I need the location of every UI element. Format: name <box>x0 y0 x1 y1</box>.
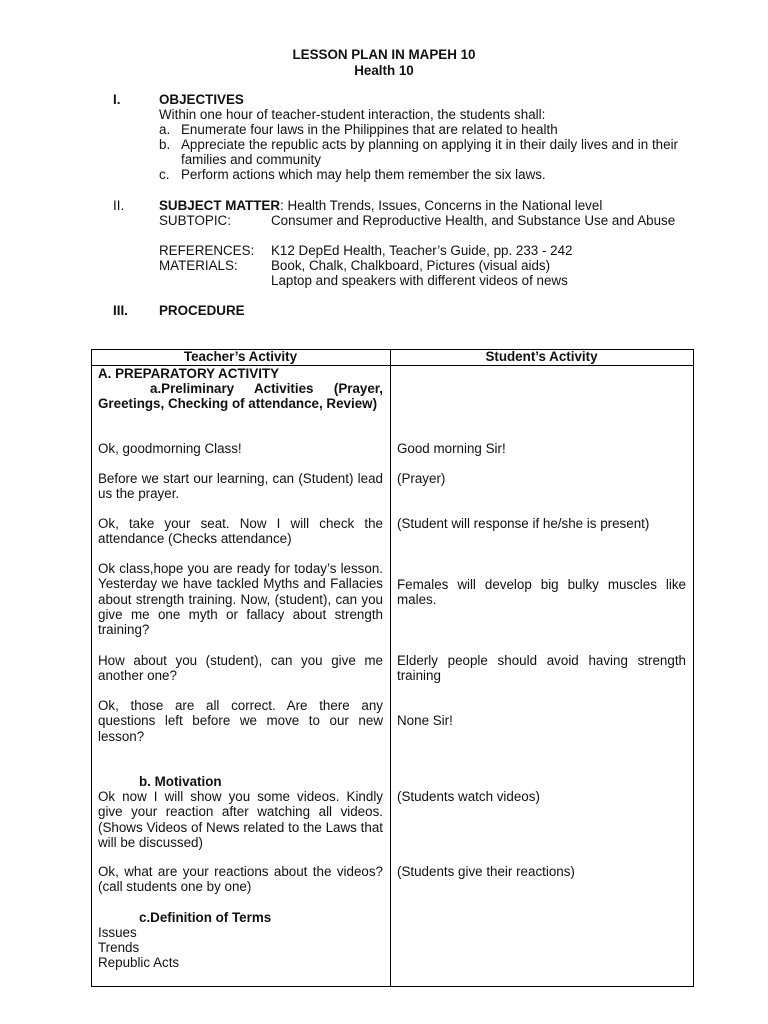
student-line-watch-videos: (Students watch videos) <box>397 789 540 804</box>
teacher-line-reactions: Ok, what are your reactions about the videos? (call students one by one) <box>98 864 383 895</box>
term-trends: Trends <box>98 940 140 955</box>
student-line-greeting: Good morning Sir! <box>397 441 506 456</box>
student-line-myth: Females will develop big bulky muscles like males. <box>397 577 686 608</box>
student-line-prayer: (Prayer) <box>397 471 446 486</box>
student-column <box>391 366 694 987</box>
motivation-heading: b. Motivation <box>139 774 222 789</box>
objective-b-text: Appreciate the republic acts by planning on applying it in their daily lives and in their families and community <box>181 137 678 168</box>
teacher-line-another-myth: How about you (student), can you give me another one? <box>98 653 383 684</box>
teacher-line-review: Ok class,hope you are ready for today’s lesson. Yesterday we have tackled Myths and Fallacies about strength training. Now, (student), can you give me one myth or fallacy about strength training? <box>98 561 383 638</box>
subtopic-label: SUBTOPIC: <box>159 213 231 228</box>
student-line-reactions: (Students give their reactions) <box>397 864 575 879</box>
student-line-attendance: (Student will response if he/she is present) <box>397 516 650 531</box>
definition-of-terms-heading: c.Definition of Terms <box>139 910 272 925</box>
materials-value-1: Book, Chalk, Chalkboard, Pictures (visual aids) <box>271 258 551 273</box>
section-number-2: II. <box>113 198 125 213</box>
subject-matter-text: : Health Trends, Issues, Concerns in the National level <box>280 198 603 213</box>
teacher-line-attendance: Ok, take your seat. Now I will check the attendance (Checks attendance) <box>98 516 383 547</box>
student-activity-header: Student’s Activity <box>391 350 694 366</box>
objective-a-text: Enumerate four laws in the Philippines that are related to health <box>181 122 558 137</box>
section-heading-procedure: PROCEDURE <box>159 303 245 318</box>
teacher-column <box>92 366 391 987</box>
references-label: REFERENCES: <box>159 243 255 258</box>
materials-label: MATERIALS: <box>159 258 238 273</box>
section-heading-subject-matter: SUBJECT MATTER <box>159 198 281 213</box>
objective-b-marker: b. <box>159 137 171 152</box>
materials-value-2: Laptop and speakers with different videos of news <box>271 273 568 288</box>
document-title: LESSON PLAN IN MAPEH 10 <box>292 47 476 62</box>
teacher-line-prayer: Before we start our learning, can (Student) lead us the prayer. <box>98 471 383 502</box>
teacher-line-greeting: Ok, goodmorning Class! <box>98 441 242 456</box>
objectives-intro: Within one hour of teacher-student interaction, the students shall: <box>159 107 546 122</box>
objective-c-marker: c. <box>159 167 170 182</box>
objective-c-text: Perform actions which may help them remember the six laws. <box>181 167 546 182</box>
procedure-table <box>91 349 694 987</box>
document-subtitle: Health 10 <box>354 63 414 78</box>
teacher-line-questions: Ok, those are all correct. Are there any questions left before we move to our new lesson? <box>98 698 383 744</box>
subject-matter-line <box>159 198 602 213</box>
term-issues: Issues <box>98 925 137 940</box>
teacher-activity-header: Teacher’s Activity <box>92 350 391 366</box>
student-line-none: None Sir! <box>397 713 453 728</box>
references-value: K12 DepEd Health, Teacher’s Guide, pp. 233 - 242 <box>271 243 573 258</box>
preliminary-activities-heading: a.Preliminary Activities (Prayer, Greetings, Checking of attendance, Review) <box>98 381 383 412</box>
section-number-1: I. <box>113 92 121 107</box>
section-heading-objectives: OBJECTIVES <box>159 92 244 107</box>
preparatory-activity-heading: A. PREPARATORY ACTIVITY <box>98 366 280 381</box>
section-number-3: III. <box>113 303 128 318</box>
student-line-another-myth: Elderly people should avoid having strength training <box>397 653 686 684</box>
subtopic-value: Consumer and Reproductive Health, and Substance Use and Abuse <box>271 213 676 228</box>
teacher-line-videos: Ok now I will show you some videos. Kindly give your reaction after watching all videos. (Shows Videos of News related to the Laws that will be discussed) <box>98 789 383 850</box>
objective-a-marker: a. <box>159 122 171 137</box>
term-republic-acts: Republic Acts <box>98 955 180 970</box>
